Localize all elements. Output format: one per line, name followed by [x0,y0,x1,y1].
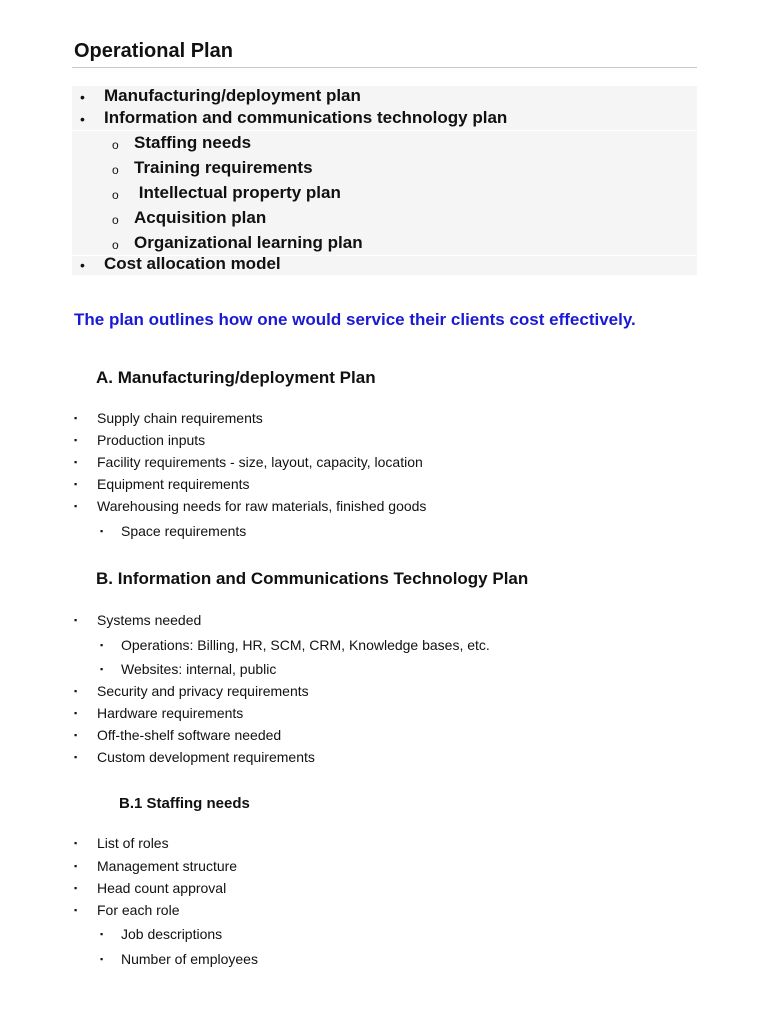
list-item: Management structure [97,858,238,874]
square-bullet-icon: ▪ [74,413,78,423]
callout-text: The plan outlines how one would service their clients cost effectively. [74,310,636,329]
circle-bullet-icon: o [112,238,119,252]
circle-bullet-icon: o [112,213,119,227]
list-item: Supply chain requirements [97,410,263,426]
list-sub-item: Number of employees [121,951,258,967]
list-item: Equipment requirements [97,476,250,492]
list-item: Warehousing needs for raw materials, finished goods [97,498,427,514]
square-bullet-icon: ▪ [74,838,78,848]
circle-bullet-icon: o [112,138,119,152]
square-bullet-icon: ▪ [74,730,78,740]
square-bullet-icon: ▪ [74,501,78,511]
list-item: Hardware requirements [97,705,244,721]
list-item: Off-the-shelf software needed [97,727,282,743]
square-bullet-icon: ▪ [74,905,78,915]
overview-sub-item: Staffing needs [134,133,252,152]
list-item: For each role [97,902,180,918]
section-b-heading: B. Information and Communications Technology Plan [96,569,529,588]
square-bullet-icon: ▪ [74,883,78,893]
overview-item: Information and communications technology plan [104,108,508,127]
overview-item: Cost allocation model [104,254,281,273]
list-item: Head count approval [97,880,227,896]
square-bullet-icon: ▪ [74,435,78,445]
square-bullet-icon: ▪ [100,954,104,964]
list-item: Custom development requirements [97,749,315,765]
list-item: List of roles [97,835,169,851]
list-sub-item: Operations: Billing, HR, SCM, CRM, Knowledge bases, etc. [121,637,490,653]
bullet-icon: • [80,89,85,105]
square-bullet-icon: ▪ [74,479,78,489]
square-bullet-icon: ▪ [74,615,78,625]
circle-bullet-icon: o [112,163,119,177]
square-bullet-icon: ▪ [74,861,78,871]
overview-sub-item: Organizational learning plan [134,233,363,252]
list-sub-item: Websites: internal, public [121,661,277,677]
square-bullet-icon: ▪ [100,929,104,939]
square-bullet-icon: ▪ [100,640,104,650]
square-bullet-icon: ▪ [74,752,78,762]
circle-bullet-icon: o [112,188,119,202]
list-item: Security and privacy requirements [97,683,309,699]
square-bullet-icon: ▪ [100,664,104,674]
section-a-heading: A. Manufacturing/deployment Plan [96,368,376,387]
overview-sub-item: Acquisition plan [134,208,267,227]
bullet-icon: • [80,257,85,273]
section-b1-heading: B.1 Staffing needs [119,795,250,812]
overview-sub-item: Training requirements [134,158,313,177]
square-bullet-icon: ▪ [74,457,78,467]
square-bullet-icon: ▪ [74,708,78,718]
square-bullet-icon: ▪ [100,526,104,536]
list-item: Facility requirements - size, layout, capacity, location [97,454,423,470]
bullet-icon: • [80,111,85,127]
list-sub-item: Space requirements [121,523,247,539]
list-sub-item: Job descriptions [121,926,223,942]
list-item: Production inputs [97,432,206,448]
overview-item: Manufacturing/deployment plan [104,86,361,105]
square-bullet-icon: ▪ [74,686,78,696]
overview-sub-item: Intellectual property plan [134,183,341,202]
page-title: Operational Plan [74,40,233,62]
title-divider [72,67,697,68]
list-item: Systems needed [97,612,202,628]
